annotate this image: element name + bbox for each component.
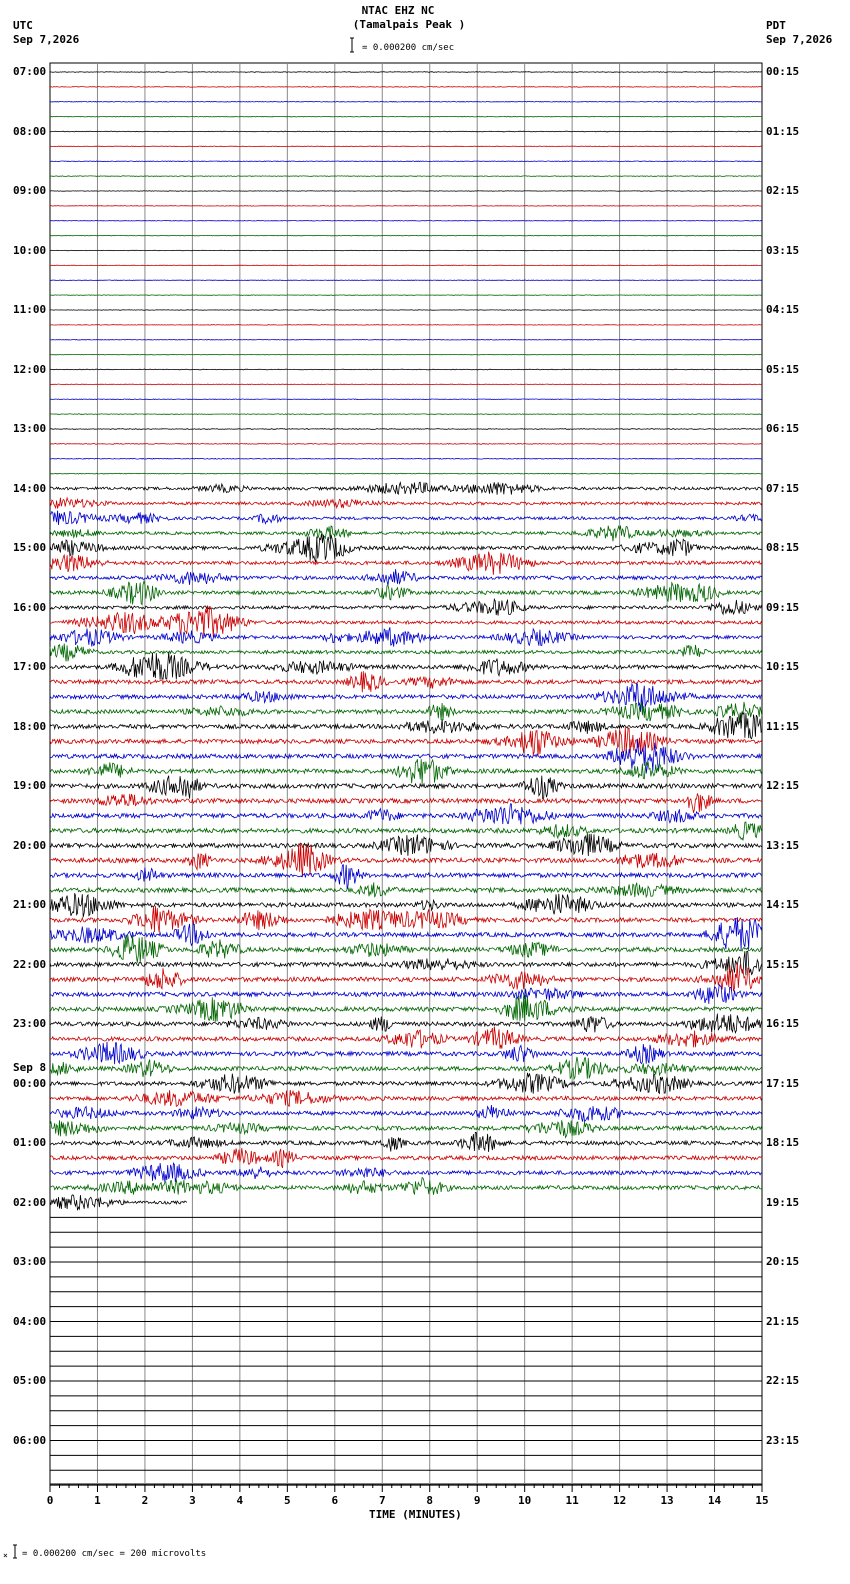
seismic-trace [50,369,762,370]
seismic-trace [50,498,762,509]
left-time-label: 21:00 [13,898,47,911]
seismic-trace [50,627,762,646]
seismic-trace [50,72,762,73]
right-time-label: 22:15 [766,1374,800,1387]
seismic-trace [50,1163,762,1182]
x-tick-label: 15 [755,1494,769,1507]
right-time-label: 16:15 [766,1017,800,1030]
seismic-trace [50,985,762,1004]
seismic-trace [50,131,762,132]
seismic-trace [50,882,762,897]
right-time-label: 12:15 [766,779,800,792]
left-time-label: 05:00 [13,1374,47,1387]
seismic-trace [50,414,762,415]
seismic-trace [50,683,762,712]
x-tick-label: 1 [94,1494,101,1507]
seismic-trace [50,1105,762,1122]
seismic-trace [50,1014,762,1033]
seismic-trace [50,671,762,692]
x-tick-label: 3 [189,1494,196,1507]
seismic-trace [50,482,762,495]
right-time-label: 14:15 [766,898,800,911]
seismic-trace [50,776,762,799]
left-time-label: 11:00 [13,303,47,316]
seismic-trace [50,146,762,147]
left-time-label: 04:00 [13,1314,47,1328]
left-time-label: 16:00 [13,600,47,614]
station-title: NTAC EHZ NC [361,4,435,17]
seismic-trace [50,444,762,445]
seismic-trace [50,526,762,542]
seismic-trace [50,116,762,117]
seismic-trace [50,265,762,266]
left-time-label: 20:00 [13,838,47,852]
seismic-trace [50,599,762,615]
seismic-trace [50,759,762,784]
seismic-trace [50,951,762,975]
seismic-trace [50,1195,187,1211]
left-time-label: 06:00 [13,1433,47,1447]
x-tick-label: 0 [46,1494,54,1507]
left-time-label: 17:00 [13,660,47,673]
right-time-label: 13:15 [766,838,800,852]
seismic-trace [50,1178,762,1195]
right-time-label: 20:15 [766,1255,800,1268]
x-axis-title: TIME (MINUTES) [369,1508,462,1521]
seismic-trace [50,865,762,890]
seismic-trace [50,652,762,680]
day-change-label: Sep 8 [13,1061,47,1074]
right-time-label: 11:15 [766,719,800,733]
x-tick-label: 8 [426,1494,434,1507]
seismic-trace [50,906,762,933]
left-time-label: 14:00 [13,481,47,495]
station-location: (Tamalpais Peak ) [352,18,466,31]
right-time-label: 19:15 [766,1195,800,1209]
right-time-label: 04:15 [766,303,800,316]
seismic-trace [50,822,762,840]
x-tick-label: 14 [707,1494,722,1507]
x-tick-label: 5 [284,1494,291,1507]
seismic-trace [50,221,762,222]
seismic-trace [50,87,762,88]
right-date: Sep 7,2026 [766,33,833,46]
seismic-trace [50,534,762,563]
seismic-trace [50,581,762,605]
seismic-trace [50,935,762,963]
seismic-trace [50,1073,762,1094]
seismic-trace [50,511,762,526]
x-tick-label: 6 [331,1494,339,1507]
x-tick-label: 11 [565,1494,579,1507]
seismic-trace [50,206,762,207]
plot-frame [50,63,762,1484]
seismic-trace [50,1120,762,1137]
seismic-trace [50,235,762,236]
seismic-trace [50,280,762,281]
right-time-label: 18:15 [766,1136,800,1149]
seismic-trace [50,176,762,177]
x-tick-label: 9 [473,1494,481,1507]
left-time-label: 23:00 [13,1017,47,1030]
right-time-label: 09:15 [766,600,800,614]
seismic-trace [50,995,762,1022]
right-time-label: 03:15 [766,243,800,257]
left-time-label: 18:00 [13,719,47,733]
left-time-label: 03:00 [13,1255,47,1268]
seismic-trace [50,384,762,385]
left-time-label: 12:00 [13,362,47,376]
seismic-trace [50,340,762,341]
seismic-trace [50,102,762,103]
seismic-trace [50,1027,762,1049]
right-time-label: 15:15 [766,957,800,971]
right-time-label: 07:15 [766,481,800,495]
seismic-trace [50,1090,762,1106]
seismic-trace [50,702,762,723]
x-tick-label: 7 [378,1494,386,1507]
seismic-trace [50,354,762,355]
seismic-trace [50,793,762,813]
x-tick-label: 13 [660,1494,674,1507]
right-time-label: 08:15 [766,541,800,554]
seismic-trace [50,713,762,739]
footer-marker: × [3,1551,8,1560]
left-time-label: 09:00 [13,184,47,197]
seismic-trace [50,1042,762,1064]
x-tick-label: 4 [236,1494,244,1507]
seismic-trace [50,458,762,459]
left-time-label: 10:00 [13,243,47,257]
scale-label: = 0.000200 cm/sec [362,43,455,53]
left-time-label: 02:00 [13,1195,47,1209]
left-time-label: 00:00 [13,1076,47,1090]
x-tick-label: 10 [518,1494,532,1507]
x-tick-label: 2 [141,1494,149,1507]
left-time-label: 13:00 [13,422,47,435]
seismic-trace [50,161,762,162]
right-time-label: 02:15 [766,184,800,197]
seismic-trace [50,325,762,326]
right-time-label: 06:15 [766,422,800,435]
right-time-label: 01:15 [766,124,800,138]
right-time-label: 00:15 [766,65,800,78]
x-tick-label: 12 [612,1494,627,1507]
right-timezone: PDT [766,19,786,32]
seismic-trace [50,1148,762,1168]
right-time-label: 21:15 [766,1314,800,1328]
seismic-trace [50,473,762,474]
right-time-label: 05:15 [766,362,800,376]
seismic-trace [50,1132,762,1152]
right-time-label: 17:15 [766,1076,800,1090]
seismic-trace [50,429,762,430]
seismic-trace [50,804,762,825]
footer-scale-text: = 0.000200 cm/sec = 200 microvolts [22,1549,207,1559]
left-time-label: 01:00 [13,1136,47,1149]
left-time-label: 22:00 [13,957,47,971]
left-time-label: 19:00 [13,779,47,792]
left-timezone: UTC [13,19,33,32]
seismic-trace [50,834,762,856]
seismic-trace [50,399,762,400]
left-time-label: 08:00 [13,124,47,138]
left-time-label: 07:00 [13,65,47,78]
seismic-trace [50,569,762,585]
left-time-label: 15:00 [13,541,47,554]
left-date: Sep 7,2026 [13,33,80,46]
right-time-label: 10:15 [766,660,800,673]
seismic-trace [50,295,762,296]
right-time-label: 23:15 [766,1433,800,1447]
